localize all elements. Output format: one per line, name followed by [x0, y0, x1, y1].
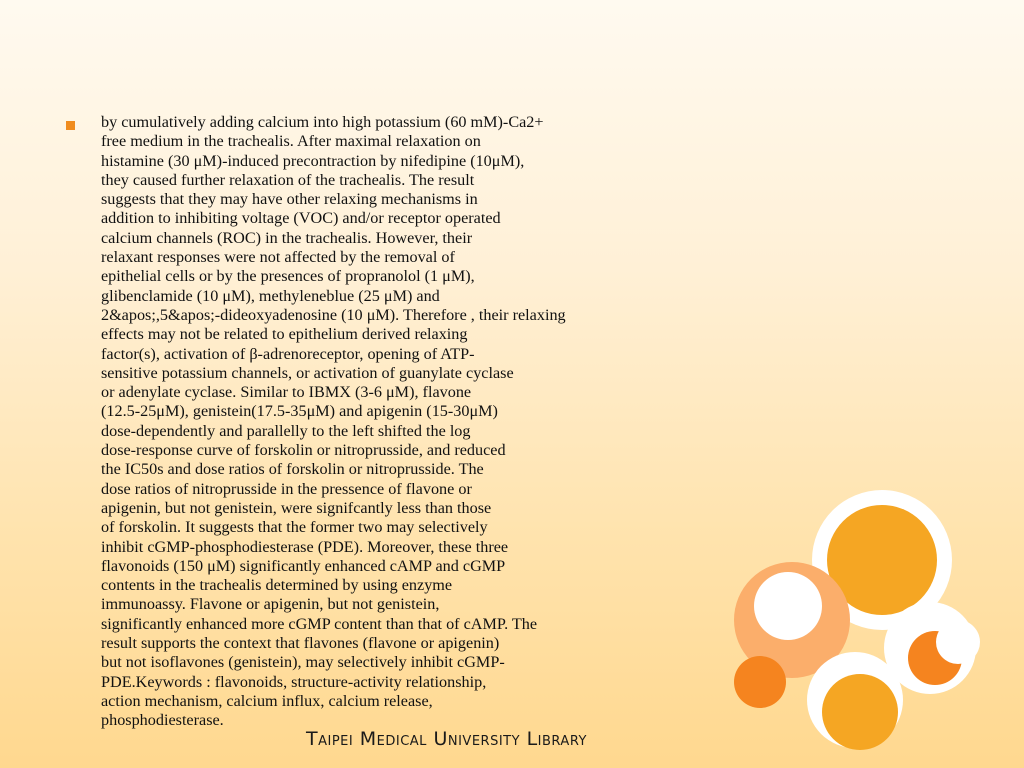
text-line: action mechanism, calcium influx, calcium release, — [101, 691, 433, 710]
tiny-white-circle — [936, 620, 980, 664]
text-line: relaxant responses were not affected by the removal of — [101, 248, 455, 267]
peach-inner-white-circle — [754, 572, 822, 640]
text-line: 2&apos;,5&apos;-dideoxyadenosine (10 μM). Therefore , their relaxing — [101, 305, 566, 324]
text-line: the IC50s and dose ratios of forskolin or nitroprusside. The — [101, 460, 484, 479]
text-line: they caused further relaxation of the trachealis. The result — [101, 170, 475, 189]
text-line: of forskolin. It suggests that the former two may selectively — [101, 518, 488, 537]
text-line: apigenin, but not genistein, were signifcantly less than those — [101, 498, 492, 517]
text-line: free medium in the trachealis. After maximal relaxation on — [101, 132, 481, 151]
text-line: immunoassy. Flavone or apigenin, but not genistein, — [101, 595, 440, 614]
text-line: addition to inhibiting voltage (VOC) and/or receptor operated — [101, 209, 501, 228]
text-line: PDE.Keywords : flavonoids, structure-activity relationship, — [101, 672, 487, 691]
text-line: but not isoflavones (genistein), may selectively inhibit cGMP- — [101, 653, 505, 672]
text-line: sensitive potassium channels, or activation of guanylate cyclase — [101, 363, 514, 382]
text-line: calcium channels (ROC) in the trachealis. However, their — [101, 228, 473, 247]
text-line: inhibit cGMP-phosphodiesterase (PDE). Moreover, these three — [101, 537, 509, 556]
text-line: contents in the trachealis determined by using enzyme — [101, 576, 453, 595]
text-line: significantly enhanced more cGMP content than that of cAMP. The — [101, 614, 538, 633]
text-line: dose-dependently and parallelly to the left shifted the log — [101, 421, 471, 440]
text-line: suggests that they may have other relaxing mechanisms in — [101, 190, 478, 209]
text-line: effects may not be related to epithelium derived relaxing — [101, 325, 468, 344]
bottom-gold-circle — [822, 674, 898, 750]
text-line: dose-response curve of forskolin or nitroprusside, and reduced — [101, 441, 506, 460]
text-line: or adenylate cyclase. Similar to IBMX (3-6 μM), flavone — [101, 383, 472, 402]
text-line: glibenclamide (10 μM), methyleneblue (25 μM) and — [101, 286, 440, 305]
text-line: result supports the context that flavones (flavone or apigenin) — [101, 634, 500, 653]
text-line: flavonoids (150 μM) significantly enhanced cAMP and cGMP — [101, 556, 506, 575]
text-line: factor(s), activation of β-adrenoreceptor, opening of ATP- — [101, 344, 475, 363]
square-bullet-icon — [66, 121, 75, 130]
text-line: (12.5-25μM), genistein(17.5-35μM) and apigenin (15-30μM) — [101, 402, 498, 421]
text-line: histamine (30 μM)-induced precontraction by nifedipine (10μM), — [101, 151, 525, 170]
small-orange-circle — [734, 656, 786, 708]
bullet-paragraph — [101, 113, 701, 731]
decorative-circles — [720, 480, 1024, 768]
footer-library-name: Taipei Medical University Library — [306, 728, 587, 750]
text-line: phosphodiesterase. — [101, 711, 224, 730]
text-line: by cumulatively adding calcium into high potassium (60 mM)-Ca2+ — [101, 113, 544, 131]
text-line: epithelial cells or by the presences of propranolol (1 μM), — [101, 267, 475, 286]
text-line: dose ratios of nitroprusside in the pressence of flavone or — [101, 479, 472, 498]
